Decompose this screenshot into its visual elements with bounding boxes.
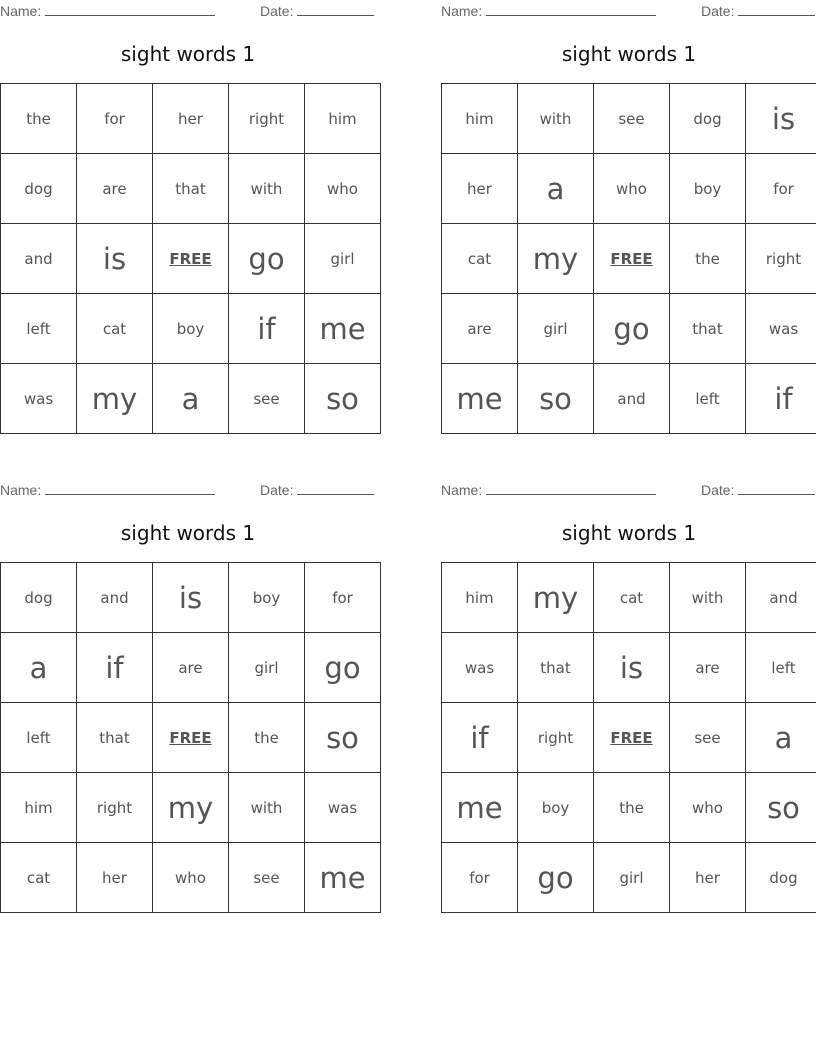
- grid-cell: him: [442, 563, 518, 633]
- date-blank-line[interactable]: [738, 2, 815, 16]
- grid-row: [442, 703, 816, 773]
- grid-cell: so: [305, 364, 381, 434]
- grid-cell: who: [305, 154, 381, 224]
- grid-cell: if: [746, 364, 816, 434]
- grid-row: [1, 84, 381, 154]
- grid-cell: is: [153, 563, 229, 633]
- grid-cell: a: [746, 703, 816, 773]
- grid-cell: dog: [1, 154, 77, 224]
- grid-row: [1, 843, 381, 913]
- grid-cell: cat: [77, 294, 153, 364]
- grid-cell: me: [442, 364, 518, 434]
- bingo-grid: [441, 83, 816, 434]
- grid-cell: my: [153, 773, 229, 843]
- grid-row: [1, 294, 381, 364]
- grid-cell: so: [305, 703, 381, 773]
- name-blank-line[interactable]: [45, 2, 215, 16]
- grid-cell: me: [305, 843, 381, 913]
- grid-cell: and: [77, 563, 153, 633]
- date-label: Date:: [701, 3, 735, 19]
- grid-cell: was: [1, 364, 77, 434]
- grid-cell: for: [77, 84, 153, 154]
- grid-cell: a: [518, 154, 594, 224]
- name-date-row: [441, 2, 816, 20]
- card-title: sight words 1: [120, 42, 256, 66]
- grid-row: [442, 364, 816, 434]
- grid-cell: him: [442, 84, 518, 154]
- name-blank-line[interactable]: [45, 481, 215, 495]
- grid-cell: if: [229, 294, 305, 364]
- grid-cell: who: [153, 843, 229, 913]
- bingo-card-4: [441, 479, 816, 919]
- grid-cell: with: [518, 84, 594, 154]
- grid-cell: him: [305, 84, 381, 154]
- grid-cell: with: [229, 773, 305, 843]
- grid-row: [442, 154, 816, 224]
- name-field[interactable]: [0, 2, 215, 19]
- grid-row: [442, 773, 816, 843]
- grid-cell: cat: [594, 563, 670, 633]
- grid-cell: so: [518, 364, 594, 434]
- grid-cell: are: [77, 154, 153, 224]
- date-blank-line[interactable]: [297, 481, 374, 495]
- date-label: Date:: [260, 3, 294, 19]
- grid-cell: was: [746, 294, 816, 364]
- grid-cell: my: [518, 563, 594, 633]
- grid-cell: the: [670, 224, 746, 294]
- grid-cell: that: [670, 294, 746, 364]
- bingo-grid: [0, 562, 381, 913]
- grid-row: [442, 294, 816, 364]
- grid-cell: go: [594, 294, 670, 364]
- name-field[interactable]: [441, 2, 656, 19]
- grid-cell: right: [518, 703, 594, 773]
- grid-cell: cat: [1, 843, 77, 913]
- grid-row: [1, 773, 381, 843]
- grid-cell: see: [229, 364, 305, 434]
- free-space-cell: FREE: [153, 703, 229, 773]
- grid-cell: her: [670, 843, 746, 913]
- bingo-grid: [441, 562, 816, 913]
- grid-cell: are: [153, 633, 229, 703]
- grid-cell: her: [442, 154, 518, 224]
- grid-cell: with: [229, 154, 305, 224]
- grid-row: [442, 563, 816, 633]
- grid-cell: so: [746, 773, 816, 843]
- grid-cell: is: [594, 633, 670, 703]
- card-title: sight words 1: [561, 521, 697, 545]
- bingo-card-2: [441, 0, 816, 440]
- grid-cell: see: [594, 84, 670, 154]
- grid-cell: and: [746, 563, 816, 633]
- grid-row: [1, 633, 381, 703]
- grid-cell: dog: [670, 84, 746, 154]
- grid-cell: a: [1, 633, 77, 703]
- grid-cell: left: [746, 633, 816, 703]
- name-date-row: [0, 481, 376, 499]
- grid-cell: her: [77, 843, 153, 913]
- name-label: Name:: [441, 3, 483, 19]
- grid-cell: for: [746, 154, 816, 224]
- name-label: Name:: [0, 482, 42, 498]
- grid-row: [1, 563, 381, 633]
- bingo-grid: [0, 83, 381, 434]
- card-title: sight words 1: [561, 42, 697, 66]
- free-space-cell: FREE: [594, 703, 670, 773]
- date-field[interactable]: [701, 481, 815, 498]
- grid-cell: that: [153, 154, 229, 224]
- grid-cell: me: [442, 773, 518, 843]
- grid-cell: cat: [442, 224, 518, 294]
- grid-cell: go: [305, 633, 381, 703]
- grid-cell: right: [746, 224, 816, 294]
- grid-cell: for: [442, 843, 518, 913]
- grid-row: [442, 224, 816, 294]
- grid-cell: was: [442, 633, 518, 703]
- date-blank-line[interactable]: [297, 2, 374, 16]
- bingo-card-3: [0, 479, 376, 919]
- name-label: Name:: [0, 3, 42, 19]
- grid-cell: girl: [518, 294, 594, 364]
- grid-cell: boy: [229, 563, 305, 633]
- grid-cell: if: [442, 703, 518, 773]
- grid-cell: and: [594, 364, 670, 434]
- grid-row: [1, 364, 381, 434]
- name-date-row: [0, 2, 376, 20]
- name-label: Name:: [441, 482, 483, 498]
- name-date-row: [441, 481, 816, 499]
- grid-cell: see: [229, 843, 305, 913]
- name-field[interactable]: [441, 481, 656, 498]
- bingo-card-1: [0, 0, 376, 440]
- grid-cell: girl: [305, 224, 381, 294]
- grid-cell: go: [518, 843, 594, 913]
- grid-cell: are: [670, 633, 746, 703]
- grid-cell: see: [670, 703, 746, 773]
- grid-cell: left: [1, 294, 77, 364]
- grid-cell: is: [77, 224, 153, 294]
- grid-cell: the: [594, 773, 670, 843]
- grid-row: [442, 633, 816, 703]
- grid-cell: who: [594, 154, 670, 224]
- free-space-cell: FREE: [594, 224, 670, 294]
- date-blank-line[interactable]: [738, 481, 815, 495]
- grid-cell: girl: [229, 633, 305, 703]
- grid-cell: and: [1, 224, 77, 294]
- card-title: sight words 1: [120, 521, 256, 545]
- grid-cell: a: [153, 364, 229, 434]
- grid-cell: him: [1, 773, 77, 843]
- grid-cell: are: [442, 294, 518, 364]
- grid-cell: her: [153, 84, 229, 154]
- grid-cell: go: [229, 224, 305, 294]
- grid-cell: was: [305, 773, 381, 843]
- grid-cell: is: [746, 84, 816, 154]
- grid-cell: for: [305, 563, 381, 633]
- grid-row: [442, 843, 816, 913]
- grid-cell: that: [77, 703, 153, 773]
- grid-cell: dog: [1, 563, 77, 633]
- date-label: Date:: [260, 482, 294, 498]
- grid-cell: my: [518, 224, 594, 294]
- grid-row: [1, 224, 381, 294]
- grid-cell: boy: [518, 773, 594, 843]
- grid-row: [442, 84, 816, 154]
- free-space-cell: FREE: [153, 224, 229, 294]
- grid-cell: my: [77, 364, 153, 434]
- grid-cell: with: [670, 563, 746, 633]
- grid-cell: dog: [746, 843, 816, 913]
- grid-row: [1, 703, 381, 773]
- name-field[interactable]: [0, 481, 215, 498]
- date-field[interactable]: [260, 2, 374, 19]
- grid-cell: that: [518, 633, 594, 703]
- date-label: Date:: [701, 482, 735, 498]
- name-blank-line[interactable]: [486, 481, 656, 495]
- name-blank-line[interactable]: [486, 2, 656, 16]
- grid-cell: left: [1, 703, 77, 773]
- grid-cell: right: [229, 84, 305, 154]
- grid-cell: right: [77, 773, 153, 843]
- grid-row: [1, 154, 381, 224]
- date-field[interactable]: [701, 2, 815, 19]
- grid-cell: boy: [153, 294, 229, 364]
- grid-cell: the: [229, 703, 305, 773]
- grid-cell: who: [670, 773, 746, 843]
- grid-cell: me: [305, 294, 381, 364]
- grid-cell: boy: [670, 154, 746, 224]
- date-field[interactable]: [260, 481, 374, 498]
- grid-cell: if: [77, 633, 153, 703]
- grid-cell: left: [670, 364, 746, 434]
- grid-cell: girl: [594, 843, 670, 913]
- grid-cell: the: [1, 84, 77, 154]
